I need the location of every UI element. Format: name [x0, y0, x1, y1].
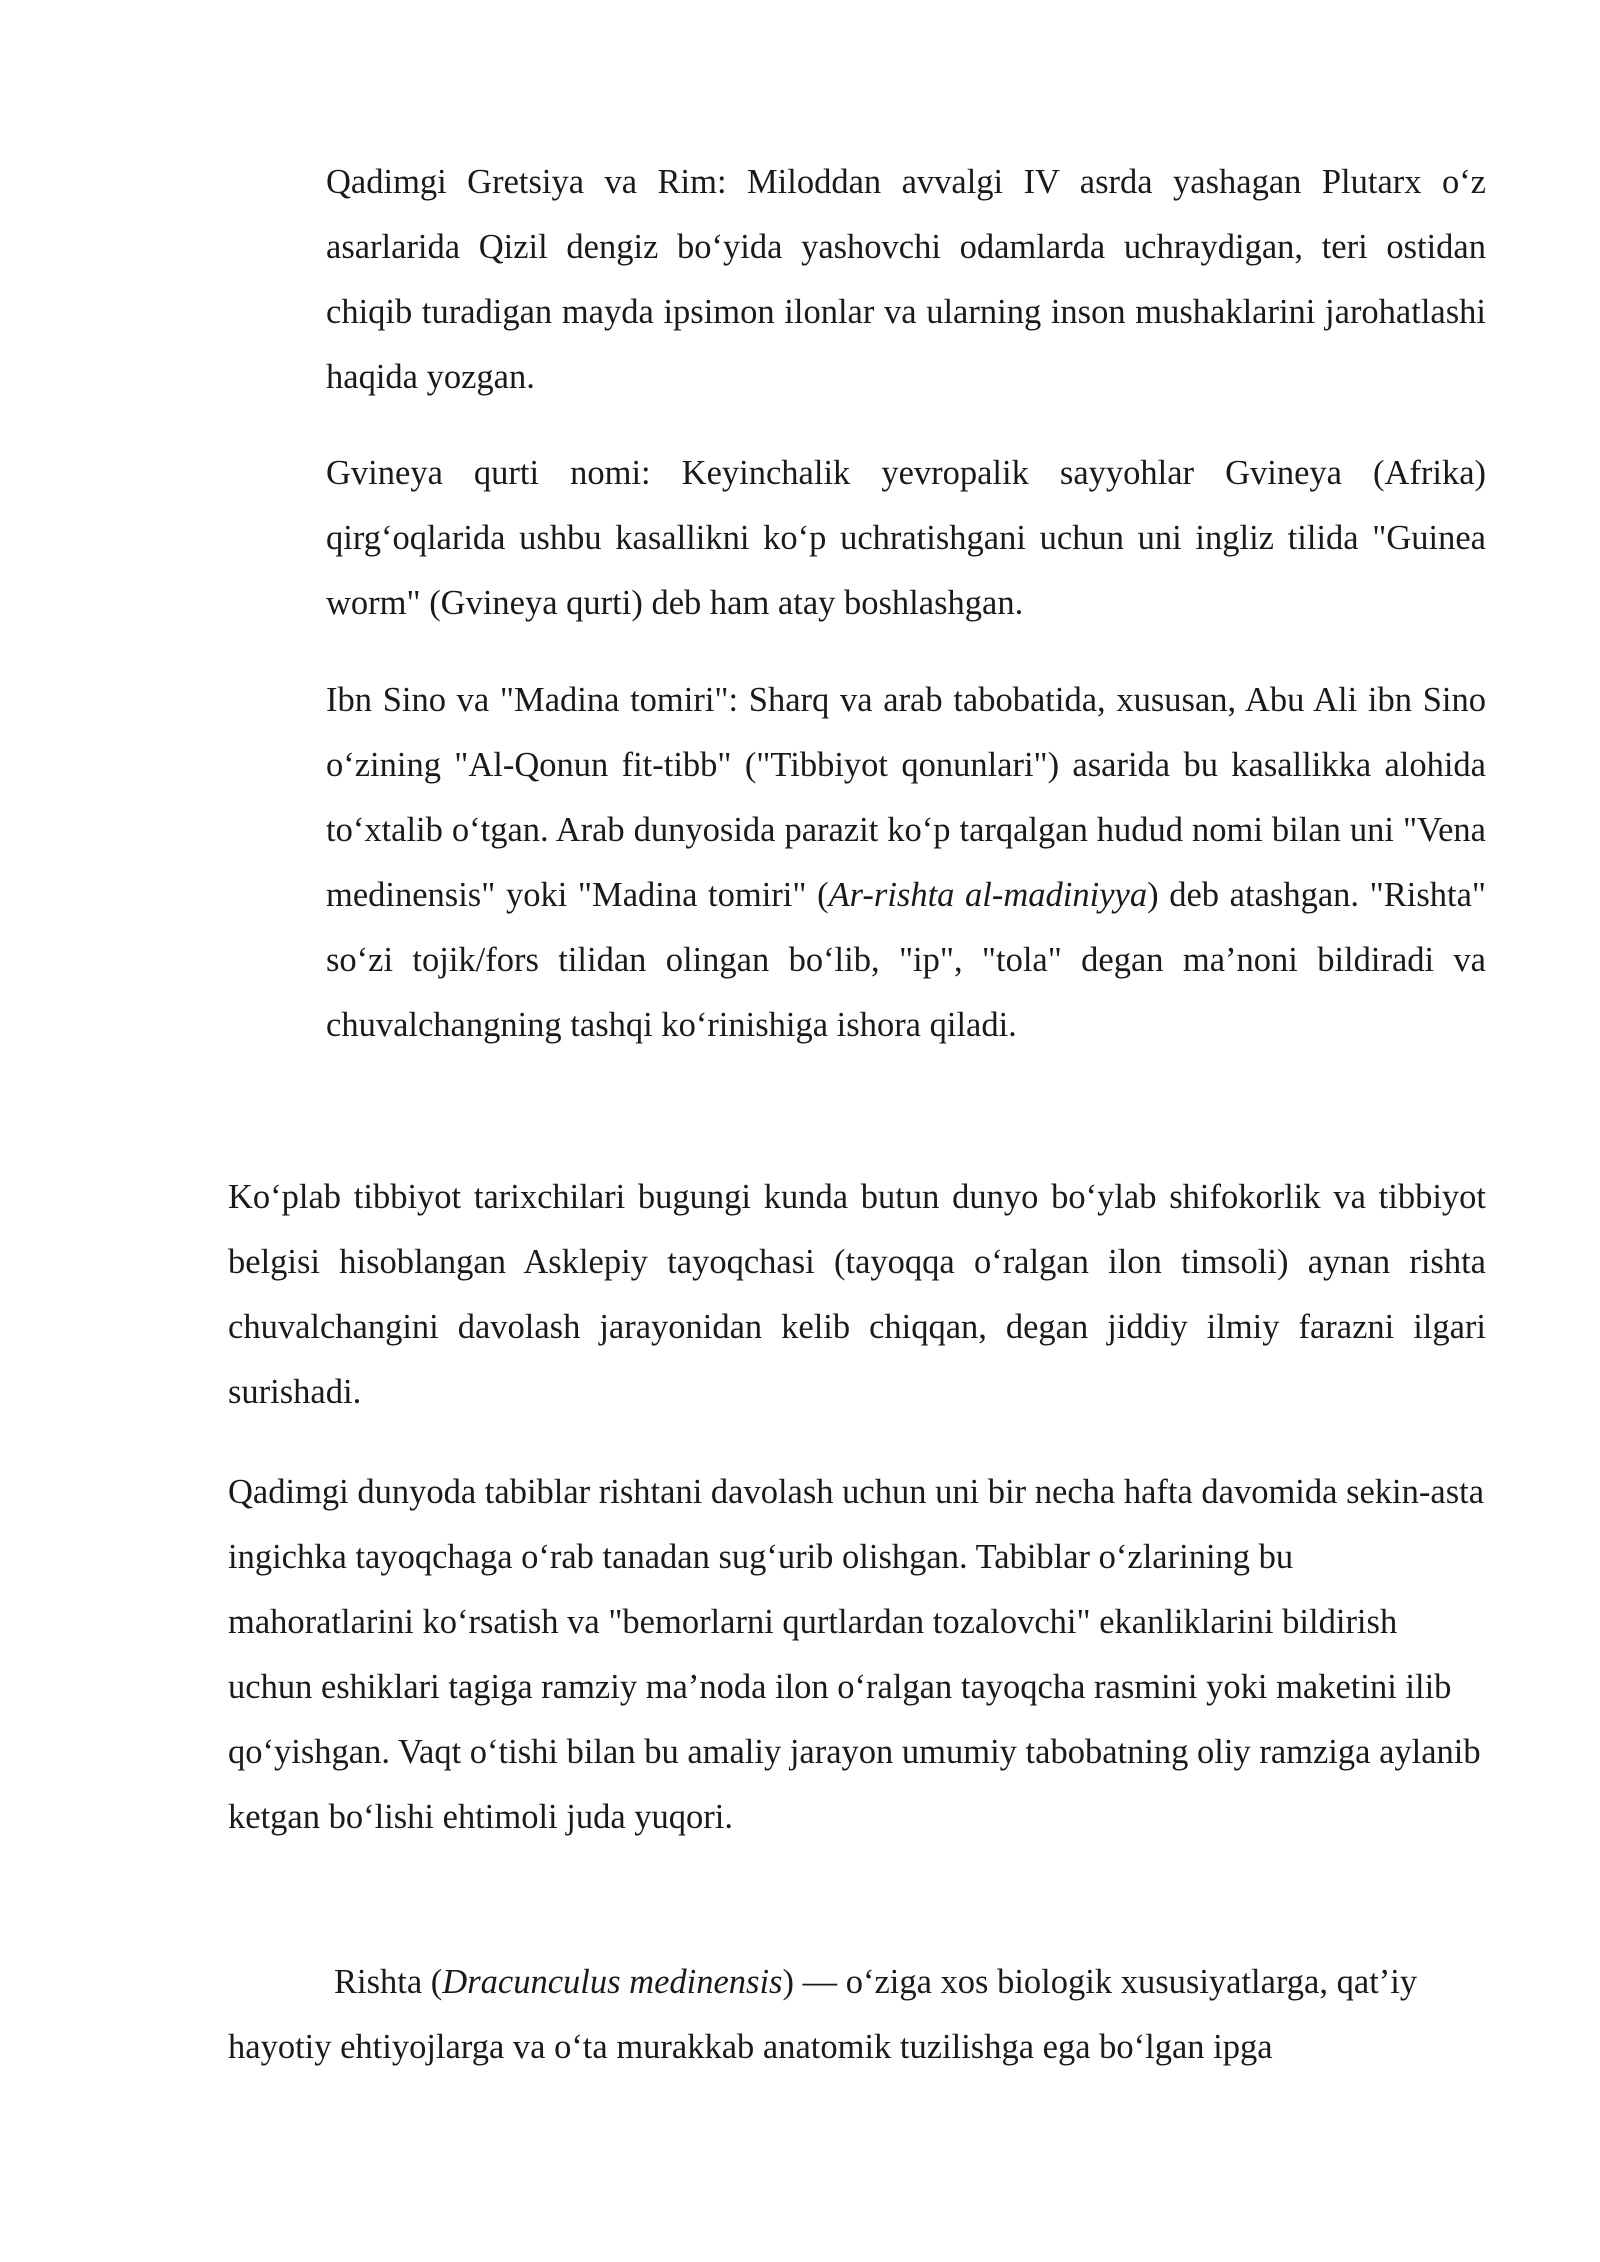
paragraph-ibn-sino	[326, 668, 1486, 1058]
paragraph-italic-term: Ar-rishta al-madiniyya	[828, 876, 1148, 914]
paragraph-plutarch	[326, 150, 1486, 410]
paragraph-guinea-worm	[326, 441, 1486, 636]
paragraph-text: ) deb atashgan. "Rishta" so‘zi tojik/fors tilidan olingan bo‘lib, "ip", "tola" degan ma’noni bildiradi va chuvalchangning tashqi ko‘rinishiga ishora qiladi.	[326, 876, 1486, 1044]
paragraph-text: Ibn Sino va "Madina tomiri": Sharq va arab tabobatida, xususan, Abu Ali ibn Sino o‘zining "Al-Qonun fit-tibb" ("Tibbiyot qonunlari") asarida bu kasallikka alohida to‘xtalib o‘tgan. Arab dunyosida parazit ko‘p tarqalgan hudud nomi bilan uni "Vena medinensis" yoki "Madina tomiri" (	[326, 681, 1486, 914]
paragraph-italic-term: Dracunculus medinensis	[442, 1963, 783, 2001]
paragraph-text: Qadimgi dunyoda tabiblar rishtani davolash uchun uni bir necha hafta davomida sekin-asta ingichka tayoqchaga o‘rab tanadan sug‘urib olishgan. Tabiblar o‘zlarining bu mahoratlarini ko‘rsatish va "bemorlarni qurtlardan tozalovchi" ekanliklarini bildirish uchun eshiklari tagiga ramziy ma’noda ilon o‘ralgan tayoqcha rasmini yoki maketini ilib qo‘yishgan. Vaqt o‘tishi bilan bu amaliy jarayon umumiy tabobatning oliy ramziga aylanib ketgan bo‘lishi ehtimoli juda yuqori.	[228, 1473, 1485, 1836]
paragraph-text: Gvineya qurti nomi: Keyinchalik yevropalik sayyohlar Gvineya (Afrika) qirg‘oqlarida ushbu kasallikni ko‘p uchratishgani uchun uni ingliz tilida "Guinea worm" (Gvineya qurti) deb ham atay boshlashgan.	[326, 454, 1486, 622]
paragraph-rishta-intro	[228, 1950, 1486, 2080]
paragraph-text: Rishta (	[334, 1963, 443, 2001]
paragraph-asclepius	[228, 1165, 1486, 1425]
paragraph-text: ) — o‘ziga xos biologik xususiyatlarga, qat’iy hayotiy ehtiyojlarga va o‘ta murakkab anatomik tuzilishga ega bo‘lgan ipga	[228, 1963, 1418, 2066]
paragraph-text: Ko‘plab tibbiyot tarixchilari bugungi kunda butun dunyo bo‘ylab shifokorlik va tibbiyot belgisi hisoblangan Asklepiy tayoqchasi (tayoqqa o‘ralgan ilon timsoli) aynan rishta chuvalchangini davolash jarayonidan kelib chiqqan, degan jiddiy ilmiy farazni ilgari surishadi.	[228, 1178, 1486, 1411]
paragraph-ancient-healers	[228, 1460, 1486, 1850]
paragraph-text: Qadimgi Gretsiya va Rim: Miloddan avvalgi IV asrda yashagan Plutarx o‘z asarlarida Qizil dengiz bo‘yida yashovchi odamlarda uchraydigan, teri ostidan chiqib turadigan mayda ipsimon ilonlar va ularning inson mushaklarini jarohatlashi haqida yozgan.	[326, 163, 1486, 396]
